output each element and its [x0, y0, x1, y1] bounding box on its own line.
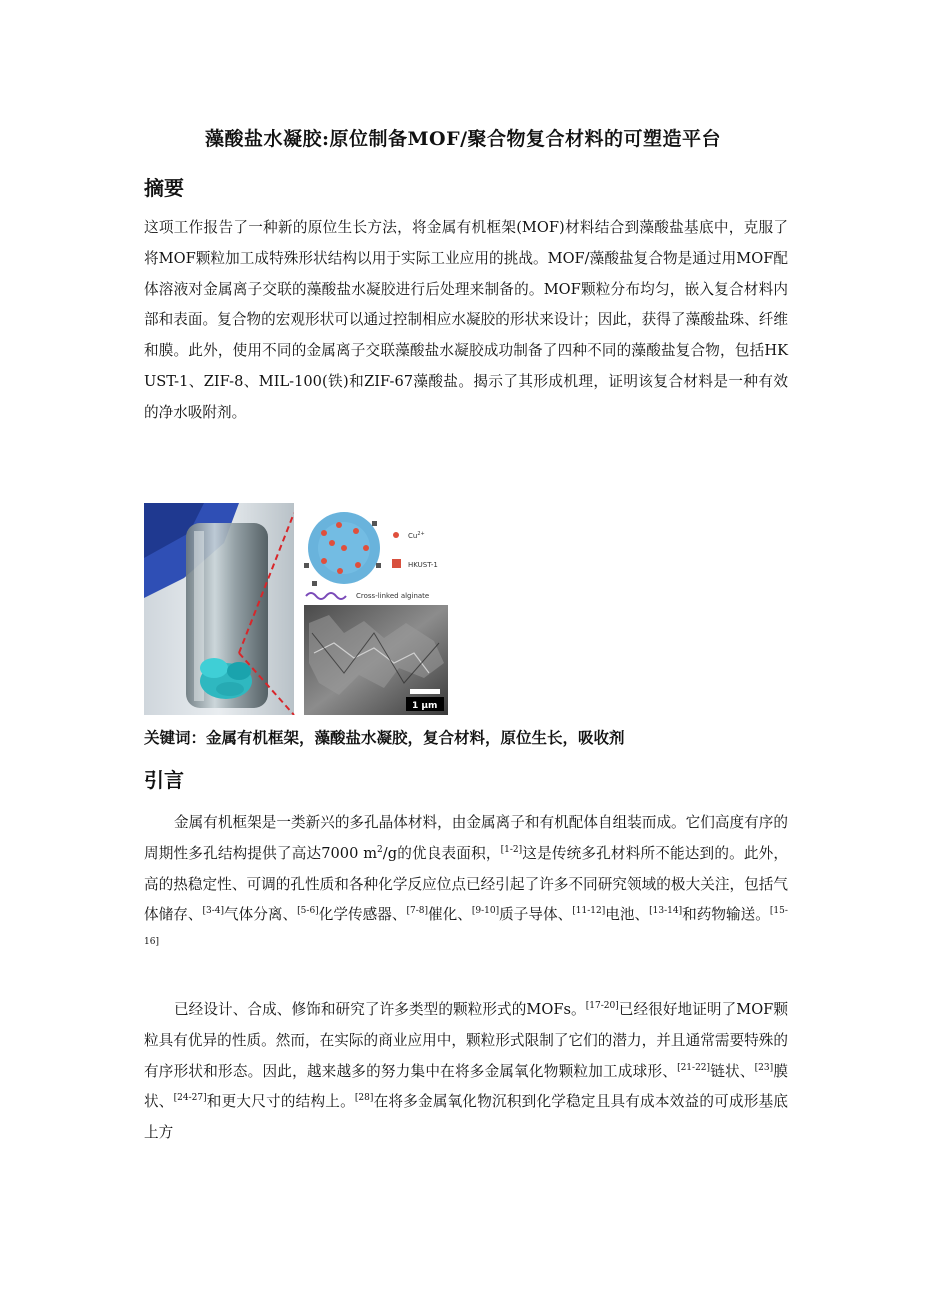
intro1-text-7: 质子导体、 — [499, 906, 573, 924]
citation-ref: [15-16] — [144, 906, 788, 948]
alginate-legend-label: Cross-linked alginate — [356, 592, 430, 600]
intro2-text-1: 已经设计、合成、修饰和研究了许多类型的颗粒形式的MOFs。 — [174, 1001, 586, 1018]
intro2-text-6: 在将多金属氧化物沉积到化学稳定且具有成本效益的可成形基底上方 — [144, 1093, 788, 1142]
citation-ref: [7-8] — [406, 906, 428, 917]
citation-ref: [13-14] — [649, 906, 683, 917]
intro1-text-2: /g的优良表面积， — [382, 844, 501, 862]
cu-legend-sup: 2+ — [417, 531, 425, 537]
citation-ref: [1-2] — [500, 844, 523, 855]
intro1-text-5: 化学传感器、 — [318, 906, 407, 924]
intro2-text-2: 已经很好地证明了MOF颗粒具有优异的性质。然而，在实际的商业应用中，颗粒形式限制了它们的潜力，并且通常需要特殊的有序形状和形态。因此，越来越多的努力集中在将多金属氧化物颗粒加工成球形、 — [144, 1001, 788, 1080]
intro1-text-4: 气体分离、 — [224, 906, 298, 924]
citation-ref: [23] — [754, 1062, 774, 1073]
hkust-legend-icon — [392, 559, 401, 568]
intro1-text-3: 这是传统多孔材料所不能达到的。此外，高的热稳定性、可调的孔性质和各种化学反应位点已经引起了许多不同研究领域的极大关注，包括气体储存、 — [144, 844, 788, 924]
introduction-heading: 引言 — [144, 768, 184, 792]
paper-title: 藻酸盐水凝胶:原位制备MOF/聚合物复合材料的可塑造平台 — [204, 128, 722, 150]
intro2-text-4: 膜状、 — [144, 1062, 788, 1111]
intro1-text-6: 催化、 — [427, 906, 472, 924]
vial-photo — [144, 503, 294, 715]
citation-ref: [5-6] — [297, 906, 319, 917]
citation-ref: [17-20] — [585, 1001, 619, 1011]
cu-legend-label: Cu — [408, 532, 418, 540]
superscript-squared: 2 — [377, 844, 383, 855]
abstract-paragraph: 这项工作报告了一种新的原位生长方法，将金属有机框架(MOF)材料结合到藻酸盐基底中，克服了将MOF颗粒加工成特殊形状结构以用于实际工业应用的挑战。MOF/藻酸盐复合物是通过用MOF配体溶液对金属离子交联的藻酸盐水凝胶进行后处理来制备的。MOF颗粒分布均匀，嵌入复合材料内部和表面。复合物的宏观形状可以通过控制相应水凝胶的形状来设计；因此，获得了藻酸盐珠、纤维和膜。此外，使用不同的金属离子交联藻酸盐水凝胶成功制备了四种不同的藻酸盐复合物，包括HKUST-1、ZIF-8、MIL-100(铁)和ZIF-67藻酸盐。揭示了其形成机理，证明该复合材料是一种有效的净水吸附剂。 — [144, 219, 788, 421]
intro2-text-3: 链状、 — [710, 1062, 755, 1080]
citation-ref: [9-10] — [471, 906, 500, 917]
sem-image — [304, 605, 448, 715]
intro-paragraph-1 — [144, 808, 788, 962]
abstract-heading: 摘要 — [144, 176, 184, 200]
citation-ref: [24-27] — [173, 1093, 207, 1104]
citation-ref: [28] — [354, 1093, 374, 1104]
citation-ref: [11-12] — [572, 906, 606, 917]
cu-legend-icon — [393, 532, 399, 538]
scale-bar — [410, 689, 440, 694]
intro1-text-1: 金属有机框架是一类新兴的多孔晶体材料，由金属离子和有机配体自组装而成。它们高度有序的周期性多孔结构提供了高达7000 m — [144, 814, 788, 862]
intro1-text-9: 和药物输送。 — [682, 906, 770, 924]
intro2-text-5: 和更大尺寸的结构上。 — [206, 1093, 355, 1111]
citation-ref: [3-4] — [202, 906, 225, 917]
scale-bar-label: 1 μm — [412, 701, 438, 711]
schematic-panel — [294, 503, 448, 603]
citation-ref: [21-22] — [677, 1062, 711, 1073]
intro1-text-8: 电池、 — [605, 906, 650, 924]
abstract-figure — [144, 503, 448, 715]
keywords-line: 关键词：金属有机框架，藻酸盐水凝胶，复合材料，原位生长，吸收剂 — [144, 729, 625, 747]
intro-paragraph-2 — [144, 995, 788, 1149]
hkust-legend-label: HKUST-1 — [408, 561, 438, 569]
